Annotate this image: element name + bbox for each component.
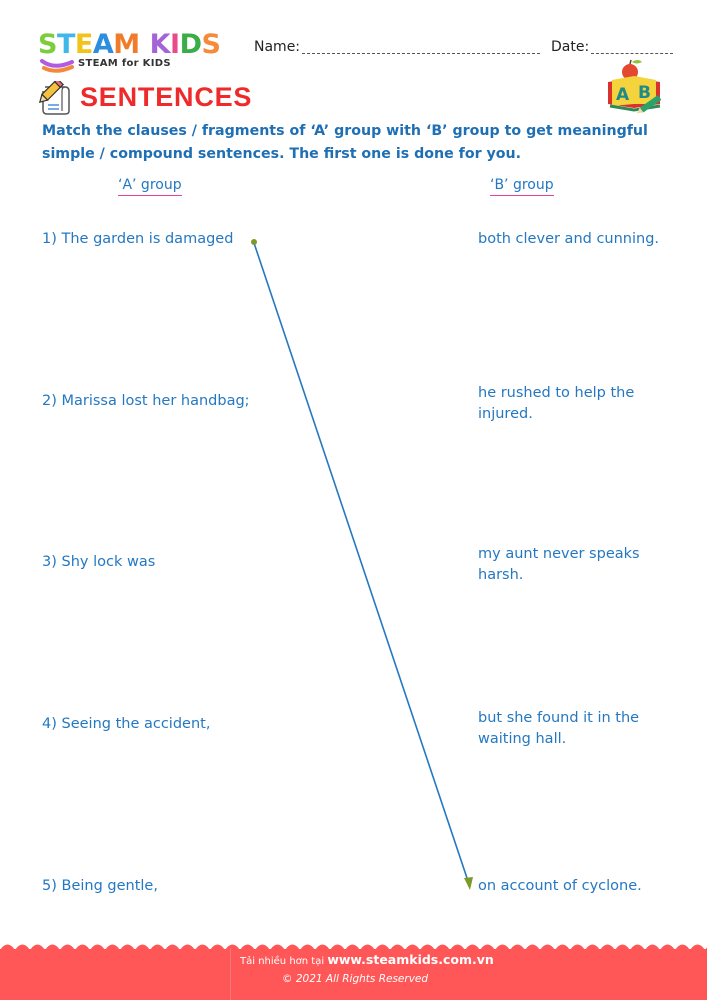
worksheet-title: SENTENCES (80, 82, 253, 112)
group-b-item-1[interactable]: both clever and cunning. (478, 231, 660, 247)
group-b-heading: ‘B’ group (490, 177, 554, 196)
svg-text:A: A (616, 85, 630, 105)
group-a-item-5[interactable]: 5) Being gentle, (42, 878, 158, 894)
group-a-item-4[interactable]: 4) Seeing the accident, (42, 716, 211, 732)
footer-download-text (240, 952, 494, 967)
date-label: Date: (551, 39, 590, 55)
name-field[interactable] (302, 53, 540, 54)
logo-letter: A (92, 29, 114, 60)
pencil-paper-icon (37, 81, 73, 117)
apple-book-ab-icon (604, 58, 666, 114)
footer-divider (230, 948, 231, 1000)
group-b-item-4[interactable]: but she found it in the waiting hall. (478, 710, 640, 747)
smile-swoosh-icon (40, 58, 76, 74)
download-prefix: Tải nhiều hơn tại (240, 956, 325, 967)
group-a-heading: ‘A’ group (118, 177, 182, 196)
logo-letter: I (170, 29, 180, 60)
date-field[interactable] (591, 53, 673, 54)
group-b-item-2[interactable]: he rushed to help the injured. (478, 385, 635, 422)
group-a-item-1[interactable]: 1) The garden is damaged (42, 231, 234, 247)
logo-letter: S (38, 29, 57, 60)
logo-letter: K (149, 29, 171, 60)
logo-letter: D (179, 29, 202, 60)
logo-letter: T (56, 29, 75, 60)
copyright: © 2021 All Rights Reserved (282, 973, 429, 985)
logo-tagline: STEAM for KIDS (78, 58, 171, 69)
line-arrowhead-icon (464, 877, 473, 890)
logo-letter: M (113, 29, 140, 60)
instructions: Match the clauses / fragments of ‘A’ group with ‘B’ group to get meaningful simple / compound sentences. The first one is done for you. (42, 123, 648, 162)
logo-wordmark (38, 30, 220, 60)
website-link[interactable]: www.steamkids.com.vn (327, 952, 494, 967)
name-label: Name: (254, 39, 301, 55)
footer-scallop-band (0, 940, 707, 1000)
logo-letter: E (74, 29, 93, 60)
logo-letter: S (201, 29, 221, 60)
group-b-item-3[interactable]: my aunt never speaks harsh. (478, 546, 640, 583)
group-b-item-5[interactable]: on account of cyclone. (478, 878, 642, 894)
group-a-item-3[interactable]: 3) Shy lock was (42, 554, 156, 570)
steam-kids-logo (38, 30, 238, 75)
group-a-item-2[interactable]: 2) Marissa lost her handbag; (42, 393, 250, 409)
svg-text:B: B (638, 83, 651, 103)
footer (0, 940, 707, 1000)
